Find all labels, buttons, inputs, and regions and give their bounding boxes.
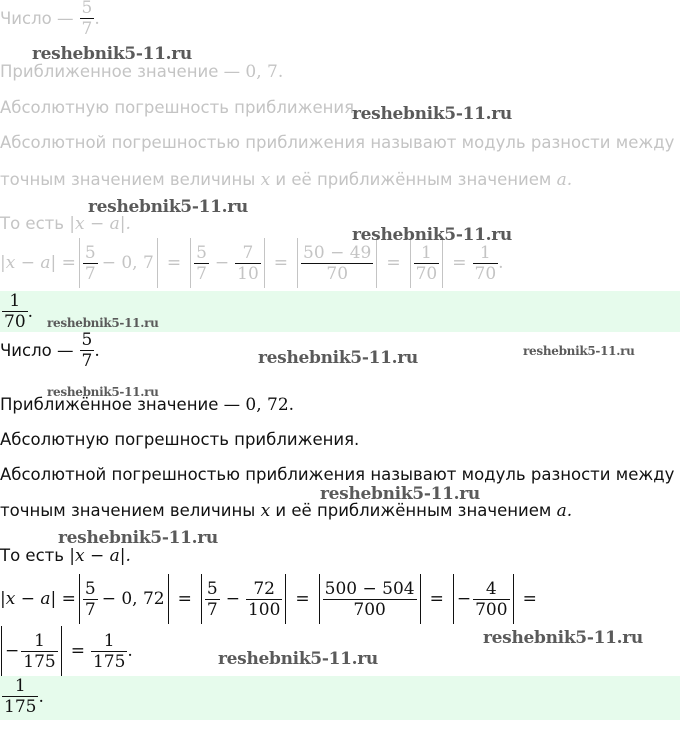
abs-bar — [190, 238, 191, 288]
equals: = — [429, 589, 444, 609]
equals: = — [522, 589, 537, 609]
equals: = — [70, 641, 85, 661]
fraction-num: 5 — [81, 0, 93, 18]
fraction-num: 4 — [485, 578, 497, 599]
fraction-num: 1 — [103, 630, 115, 651]
watermark: reshebnik5-11.ru — [320, 484, 480, 504]
b2-calculation — [0, 574, 543, 624]
b1-task-line: Абсолютную погрешность приближения. — [0, 98, 360, 117]
watermark: reshebnik5-11.ru — [32, 44, 192, 64]
watermark: reshebnik5-11.ru — [218, 649, 378, 669]
fraction-num: 50 − 49 — [303, 242, 372, 263]
fraction-num: 500 − 504 — [324, 578, 415, 599]
fraction — [194, 243, 209, 284]
abs-bar — [79, 574, 80, 624]
abs-bar — [264, 238, 265, 288]
fraction — [21, 631, 57, 672]
abs-bar — [285, 574, 286, 624]
fraction-num: 1 — [34, 630, 45, 651]
watermark: reshebnik5-11.ru — [523, 344, 635, 358]
fraction — [235, 243, 261, 284]
b1-that-is-line — [0, 214, 131, 234]
fraction-den: 7 — [84, 599, 96, 620]
abs-bar — [420, 574, 421, 624]
b1-number-line: Число — $\frac{5}{7}$ . — [0, 0, 100, 39]
b1-number-label: Число — — [0, 8, 74, 28]
b2-task-line: Абсолютную погрешность приближения. — [0, 430, 360, 449]
fraction-num: 72 — [253, 578, 275, 599]
fraction-num: 1 — [421, 242, 432, 263]
abs-bar — [1, 626, 2, 676]
watermark: reshebnik5-11.ru — [47, 385, 159, 399]
fraction — [473, 243, 499, 284]
fraction-den: 70 — [474, 263, 497, 284]
b1-calculation: |x − a| = $\frac{5}{7}$ − 0, 7 = $\frac{5}{7}$ − $\frac{7}{10}$ = $\frac{50 - 49}{70}$ = $\frac{1}{70}$ = $\frac{1}{70}$ . — [0, 238, 504, 288]
minus: − — [5, 641, 20, 661]
fraction — [83, 243, 98, 284]
equals: = — [452, 253, 467, 273]
b2-definition-line-2 — [0, 501, 572, 521]
fraction-num: 5 — [81, 330, 93, 350]
text: То есть — [0, 214, 64, 233]
fraction-den: 100 — [247, 599, 281, 620]
fraction-num: 5 — [206, 578, 218, 599]
expr: |x − a|. — [69, 214, 131, 234]
b2-answer-box — [0, 676, 680, 720]
calc-term: − 0, 7 — [101, 253, 154, 273]
fraction-den: 70 — [326, 263, 349, 284]
equals: = — [166, 253, 182, 273]
abs-bar — [61, 626, 62, 676]
abs-bar — [297, 238, 298, 288]
fraction-den: 7 — [84, 263, 96, 284]
equals: = — [295, 589, 310, 609]
abs-bar — [168, 574, 169, 624]
text: и её приближённым значением — [275, 170, 552, 189]
b1-answer: $\frac{1}{70}$ . — [4, 291, 34, 332]
abs-bar — [79, 238, 80, 288]
fraction — [414, 243, 440, 284]
var-x: x — [260, 170, 271, 190]
var-a: a. — [556, 170, 573, 190]
equals: = — [386, 253, 401, 273]
text: точным значением величины — [0, 170, 256, 189]
calc-lhs: |x − a| = — [0, 589, 76, 609]
fraction-den: 70 — [4, 312, 26, 332]
b1-approx-line — [0, 62, 283, 82]
equals: = — [273, 253, 289, 273]
fraction — [473, 579, 509, 620]
abs-bar — [442, 238, 443, 288]
fraction-num: 5 — [196, 242, 207, 263]
b2-number-line: Число — $\frac{5}{7}$ . — [0, 330, 100, 371]
b2-approx-label: Приближённое значение — — [0, 395, 241, 414]
abs-bar — [201, 574, 202, 624]
b1-approx-value: 0, 7. — [245, 62, 284, 82]
text: точным значением величины — [0, 501, 256, 520]
minus: − — [214, 253, 230, 273]
b1-approx-label: Приближенное значение — — [0, 62, 241, 81]
fraction-den: 70 — [415, 263, 438, 284]
fraction-den: 175 — [23, 651, 56, 672]
abs-bar — [410, 238, 411, 288]
abs-bar — [376, 238, 377, 288]
minus: − — [456, 589, 472, 609]
b1-definition-line: Абсолютной погрешностью приближения называют модуль разности между — [0, 133, 675, 152]
fraction-den: 7 — [81, 19, 93, 39]
b2-answer: $\frac{1}{175}$ . — [4, 676, 44, 717]
fraction-den: 700 — [353, 599, 386, 620]
fraction — [323, 579, 417, 620]
watermark: reshebnik5-11.ru — [258, 348, 418, 368]
answer-fraction — [2, 676, 38, 717]
equals: = — [177, 589, 192, 609]
var-x: x — [260, 501, 271, 521]
b1-number-fraction — [80, 0, 95, 39]
fraction — [205, 579, 220, 620]
fraction — [301, 243, 373, 284]
abs-bar — [157, 238, 158, 288]
fraction-den: 7 — [206, 599, 218, 620]
watermark: reshebnik5-11.ru — [352, 104, 512, 124]
fraction-den: 7 — [81, 351, 93, 371]
fraction-den: 7 — [196, 263, 207, 284]
watermark: reshebnik5-11.ru — [88, 197, 248, 217]
fraction — [246, 579, 282, 620]
answer-fraction — [2, 291, 28, 332]
fraction-den: 700 — [475, 599, 508, 620]
watermark: reshebnik5-11.ru — [47, 316, 159, 330]
fraction-num: 1 — [9, 291, 21, 311]
calc-lhs: |x − a| = — [0, 253, 76, 273]
fraction-den: 175 — [92, 651, 126, 672]
b2-approx-value: 0, 72. — [245, 395, 295, 415]
text: То есть — [0, 546, 64, 565]
b2-calculation-cont: − $\frac{1}{175}$ = $\frac{1}{175}$ . — [0, 626, 133, 676]
watermark: reshebnik5-11.ru — [483, 628, 643, 648]
fraction-num: 1 — [14, 676, 26, 696]
watermark: reshebnik5-11.ru — [352, 225, 512, 245]
var-a: a. — [556, 501, 573, 521]
calc-term: − 0, 72 — [101, 589, 165, 609]
fraction-num: 7 — [242, 242, 254, 263]
minus: − — [225, 589, 240, 609]
b2-number-label: Число — — [0, 340, 74, 360]
b1-definition-line-2 — [0, 170, 572, 190]
b2-that-is-line — [0, 546, 131, 566]
b2-definition-line: Абсолютной погрешностью приближения называют модуль разности между — [0, 465, 675, 484]
fraction — [91, 631, 127, 672]
fraction-num: 1 — [479, 242, 491, 263]
text: и её приближённым значением — [275, 501, 552, 520]
abs-bar — [453, 574, 454, 624]
expr: |x − a|. — [69, 546, 131, 566]
fraction — [83, 579, 98, 620]
fraction-num: 5 — [84, 242, 96, 263]
abs-bar — [319, 574, 320, 624]
fraction-num: 5 — [84, 578, 96, 599]
watermark: reshebnik5-11.ru — [58, 528, 218, 548]
fraction-den: 10 — [237, 263, 259, 284]
b2-number-fraction — [80, 330, 95, 371]
abs-bar — [513, 574, 514, 624]
fraction-den: 175 — [4, 697, 37, 717]
